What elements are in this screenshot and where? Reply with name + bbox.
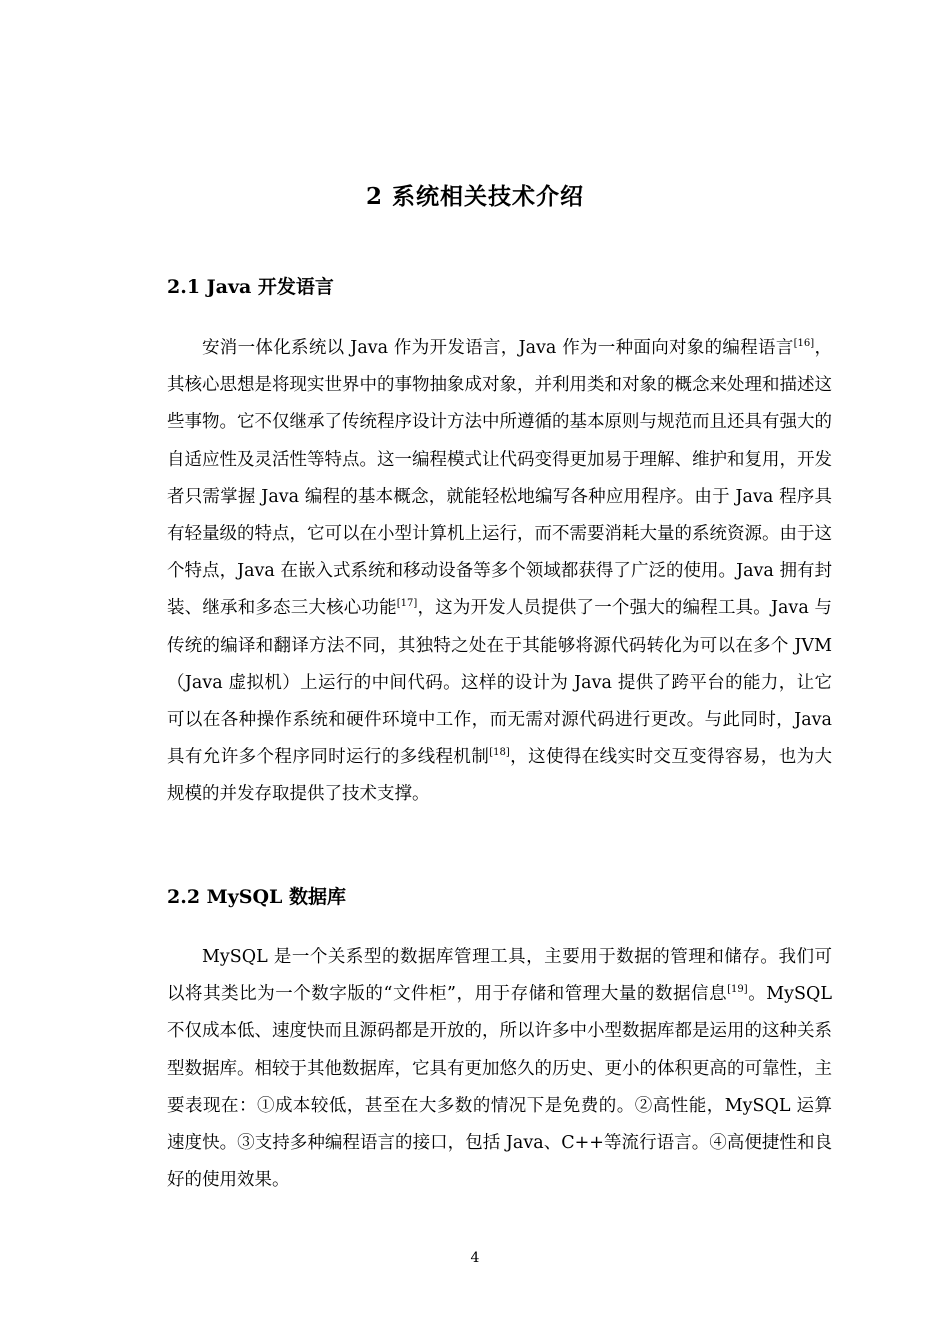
paragraph-mysql-text-a: MySQL 是一个关系型的数据库管理工具，主要用于数据的管理和储存。我们可以将其类比为一个数字版的“文件柜”，用于存储和管理大量的数据信息 <box>167 947 832 1005</box>
paragraph-java <box>167 330 832 814</box>
citation-19: [19] <box>727 984 748 996</box>
chapter-title: 2 系统相关技术介绍 <box>365 183 584 210</box>
citation-18: [18] <box>489 747 510 759</box>
page-number: 4 <box>470 1250 480 1266</box>
citation-17: [17] <box>396 598 418 610</box>
paragraph-mysql <box>167 939 832 1199</box>
paragraph-java-text-a: 安消一体化系统以 Java 作为开发语言，Java 作为一种面向对象的编程语言 <box>202 338 794 358</box>
section-title-java: 2.1 Java 开发语言 <box>167 276 334 298</box>
paragraph-mysql-text-b: 。MySQL 不仅成本低、速度快而且源码都是开放的，所以许多中小型数据库都是运用的这种关系型数据库。相较于其他数据库，它具有更加悠久的历史、更小的体积更高的可靠性，主要表现在：①成本较低，甚至在大多数的情况下是免费的。②高性能，MySQL 运算速度快。③支持多种编程语言的接口，包括 Java、C++等流行语言。④高便捷性和良好的使用效果。 <box>167 984 832 1191</box>
citation-16: [16] <box>793 338 815 350</box>
paragraph-java-text-c: ，这为开发人员提供了一个强大的编程工具。Java 与传统的编译和翻译方法不同，其独特之处在于其能够将源代码转化为可以在多个 JVM（Java 虚拟机）上运行的中间代码。这样的设计为 Java 提供了跨平台的能力，让它可以在各种操作系统和硬件环境中工作，而无需对源代码进行更改。与此同时，Java 具有允许多个程序同时运行的多线程机制 <box>167 598 832 768</box>
section-title-mysql: 2.2 MySQL 数据库 <box>167 886 346 908</box>
paragraph-java-text-d: ，这使得在线实时交互变得容易，也为大规模的并发存取提供了技术支撑。 <box>167 747 832 805</box>
paragraph-java-text-b: ，其核心思想是将现实世界中的事物抽象成对象，并利用类和对象的概念来处理和描述这些事物。它不仅继承了传统程序设计方法中所遵循的基本原则与规范而且还具有强大的自适应性及灵活性等特点。这一编程模式让代码变得更加易于理解、维护和复用，开发者只需掌握 Java 编程的基本概念，就能轻松地编写各种应用程序。由于 Java 程序具有轻量级的特点，它可以在小型计算机上运行，而不需要消耗大量的系统资源。由于这个特点，Java 在嵌入式系统和移动设备等多个领域都获得了广泛的使用。Java 拥有封装、继承和多态三大核心功能 <box>167 338 832 619</box>
